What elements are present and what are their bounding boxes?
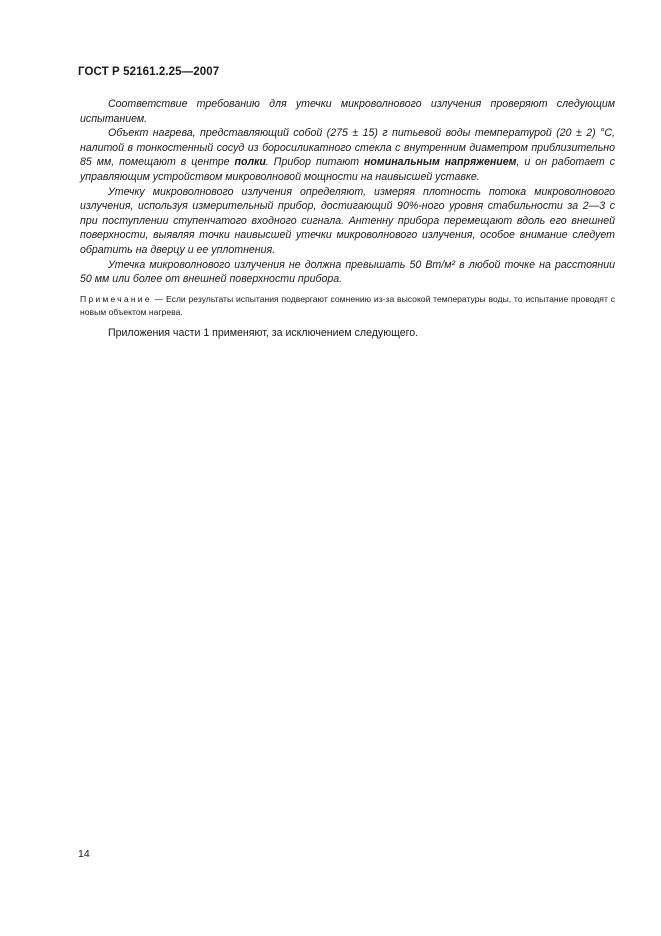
document-header: ГОСТ Р 52161.2.25—2007 xyxy=(78,66,220,78)
term-rated-voltage: номинальным напряжением xyxy=(364,156,517,169)
paragraph-annexes: Приложения части 1 применяют, за исключением следующего. xyxy=(108,326,419,339)
text-segment: Объект нагрева, представляющий собой (275 ± 15) г питьевой воды температурой (20 ± 2) °С, налитой в тонкостенный сосуд из боросиликатного стекла с внутренним диаметром приблизительно 85 мм, помещают в центре xyxy=(80,127,615,169)
text-segment: , и он работает с управляющим устройством микроволновой мощности на наивысшей уставке. xyxy=(80,156,615,183)
term-shelf: полки xyxy=(234,156,266,169)
page-number: 14 xyxy=(78,848,90,860)
text-segment: . Прибор питают xyxy=(265,156,365,169)
paragraph-heating-object xyxy=(80,126,615,184)
note-label: Примечание xyxy=(80,293,152,304)
document-body xyxy=(80,97,615,340)
note xyxy=(80,293,615,320)
note-text: — Если результаты испытания подвергают сомнению из-за высокой температуры воды, то испытание проводят с новым объектом нагрева. xyxy=(80,293,615,318)
paragraph-test-intro: Соответствие требованию для утечки микроволнового излучения проверяют следующим испытанием. xyxy=(80,98,615,125)
paragraph-limit: Утечка микроволнового излучения не должна превышать 50 Вт/м² в любой точке на расстоянии 50 мм или более от внешней поверхности прибора. xyxy=(80,258,615,286)
paragraph-measurement: Утечку микроволнового излучения определяют, измеряя плотность потока микроволнового излучения, используя измерительный прибор, достигающий 90%-ного уровня стабильности за 2—3 с при поступлении ступенчатого входного сигнала. Антенну прибора перемещают вдоль его внешней поверхности, выявляя точки наивысшей утечки микроволнового излучения, особое внимание следует обратить на дверцу и ее уплотнения. xyxy=(80,185,615,256)
